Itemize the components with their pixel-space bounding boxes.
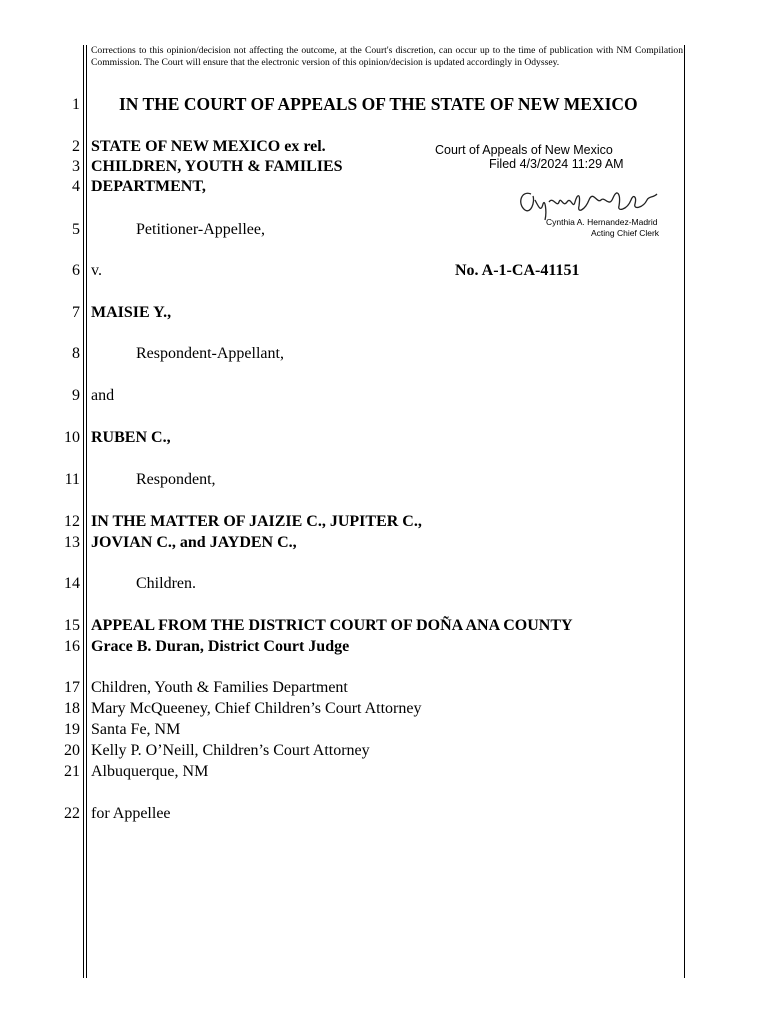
case-number: No. A-1-CA-41151 <box>455 262 580 279</box>
counsel-line: Mary McQueeney, Chief Children’s Court Attorney <box>91 700 422 717</box>
left-margin-rule-inner <box>86 45 87 978</box>
party-name: MAISIE Y., <box>91 304 172 321</box>
line-number: 17 <box>64 679 80 696</box>
counsel-line: Kelly P. O’Neill, Children’s Court Attorney <box>91 742 370 759</box>
line-number: 9 <box>72 387 80 404</box>
matter-line: IN THE MATTER OF JAIZIE C., JUPITER C., <box>91 513 422 530</box>
line-number: 5 <box>72 221 80 238</box>
line-number: 22 <box>64 805 80 822</box>
caption-line: CHILDREN, YOUTH & FAMILIES <box>91 158 343 175</box>
matter-line: JOVIAN C., and JAYDEN C., <box>91 534 297 551</box>
line-number: 11 <box>64 471 80 488</box>
party-role: Children. <box>136 575 196 592</box>
line-number: 8 <box>72 345 80 362</box>
line-number: 7 <box>72 304 80 321</box>
party-role: Respondent, <box>136 471 216 488</box>
line-number: 20 <box>64 742 80 759</box>
line-number: 3 <box>72 158 80 175</box>
counsel-role: for Appellee <box>91 805 171 822</box>
clerk-signature <box>513 182 663 222</box>
stamp-clerk-name: Cynthia A. Hernandez-Madrid <box>546 217 658 227</box>
counsel-line: Santa Fe, NM <box>91 721 181 738</box>
line-number: 10 <box>64 429 80 446</box>
stamp-clerk-title: Acting Chief Clerk <box>591 228 660 238</box>
versus: v. <box>91 262 102 279</box>
conjunction: and <box>91 387 115 404</box>
line-number: 14 <box>64 575 80 592</box>
counsel-line: Children, Youth & Families Department <box>91 679 348 696</box>
appeal-heading: APPEAL FROM THE DISTRICT COURT OF DOÑA ANA COUNTY <box>91 617 573 634</box>
stamp-court: Court of Appeals of New Mexico <box>435 143 613 157</box>
line-number: 6 <box>72 262 80 279</box>
line-number: 16 <box>64 638 80 655</box>
line-number: 4 <box>72 178 80 195</box>
party-role: Respondent-Appellant, <box>136 345 284 362</box>
stamp-filed: Filed 4/3/2024 11:29 AM <box>489 157 624 171</box>
party-name: RUBEN C., <box>91 429 171 446</box>
court-title: IN THE COURT OF APPEALS OF THE STATE OF NEW MEXICO <box>119 94 638 114</box>
judge-line: Grace B. Duran, District Court Judge <box>91 638 350 655</box>
line-number: 21 <box>64 763 80 780</box>
party-role: Petitioner-Appellee, <box>136 221 265 238</box>
counsel-line: Albuquerque, NM <box>91 763 209 780</box>
caption-line: DEPARTMENT, <box>91 178 206 195</box>
line-number: 15 <box>64 617 80 634</box>
right-margin-rule <box>684 45 685 978</box>
line-number: 2 <box>72 138 80 155</box>
line-number: 13 <box>64 534 80 551</box>
caption-line: STATE OF NEW MEXICO ex rel. <box>91 138 326 155</box>
line-number: 19 <box>64 721 80 738</box>
line-number: 18 <box>64 700 80 717</box>
line-number: 1 <box>72 96 80 113</box>
correction-notice: Corrections to this opinion/decision not affecting the outcome, at the Court's discretion, can occur up to the time of publication with NM Compilation Commission. The Court will ensure that the electronic version of this opinion/decision is updated accordingly in Odyssey. <box>91 45 683 68</box>
line-number: 12 <box>64 513 80 530</box>
left-margin-rule-outer <box>83 45 84 978</box>
